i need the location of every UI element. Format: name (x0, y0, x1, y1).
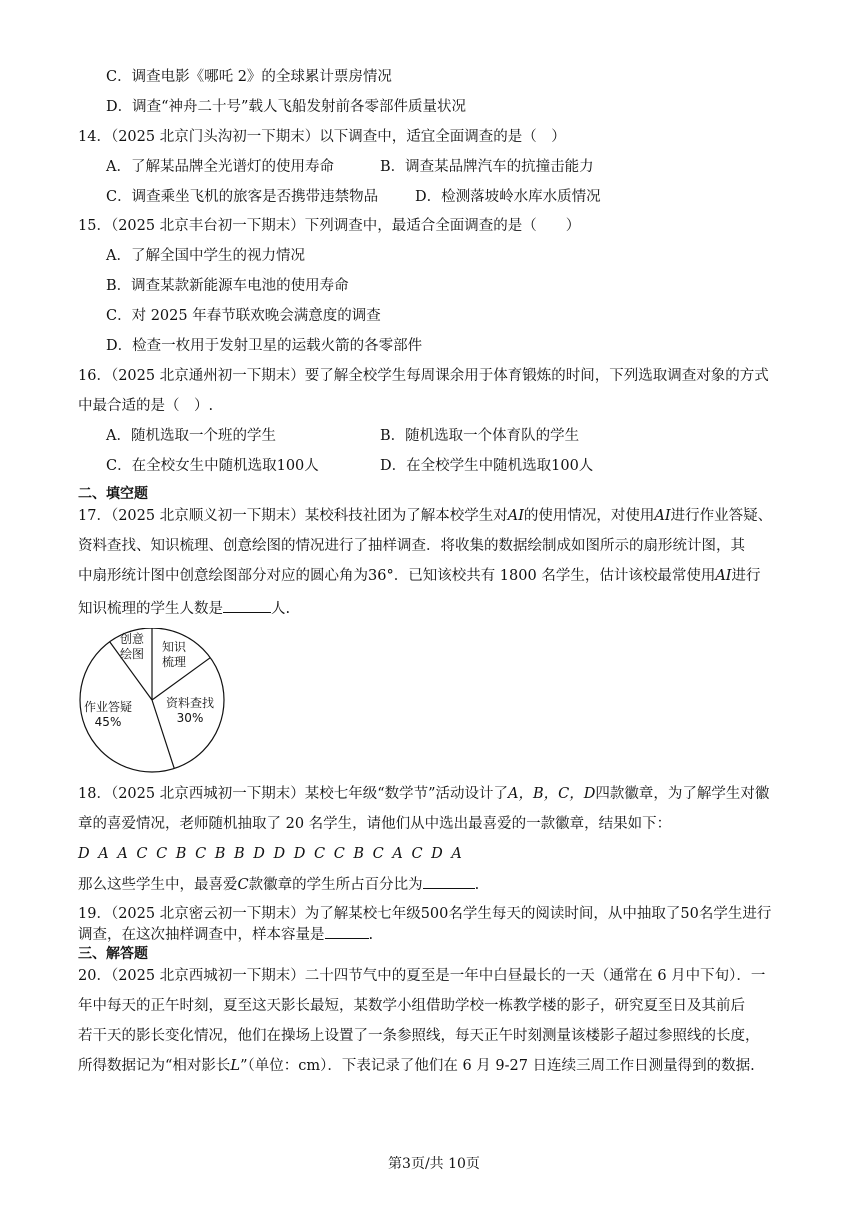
pie-label-creative-drawing-l1: 创意 (120, 632, 145, 646)
q18-results-sequence: D A A C C B C B B D D D C C B C A C D A (78, 846, 462, 862)
q13-option-c: C．调查电影《哪吒 2》的全球累计票房情况 (106, 69, 392, 85)
q14-option-d: D．检测落坡岭水库水质情况 (415, 189, 601, 205)
q17-ai-1: AI (507, 508, 524, 524)
q14-option-a: A．了解某品牌全光谱灯的使用寿命 (106, 159, 334, 175)
q18-line4 (78, 874, 479, 895)
q20-line4-a: 所得数据记为“相对影长 (78, 1058, 231, 1074)
q20-line4 (78, 1056, 755, 1076)
pie-label-homework-pct: 45% (94, 715, 122, 729)
q13-option-d: D．调查“神舟二十号”载人飞船发射前各零部件质量状况 (106, 99, 466, 115)
q17-answer-blank (223, 598, 271, 613)
q16-option-c: C．在全校女生中随机选取100人 (106, 458, 319, 474)
pie-label-creative-drawing-l2: 绘图 (120, 647, 145, 661)
q15-stem: 15．（2025 北京丰台初一下期末）下列调查中，最适合全面调查的是（ ） (78, 218, 581, 234)
q19-line1: 19．（2025 北京密云初一下期末）为了解某校七年级500名学生每天的阅读时间，从中抽取了50名学生进行 (78, 906, 772, 922)
q18-line4-d: . (474, 877, 480, 893)
q17-line4-b: 人. (271, 601, 291, 617)
q18-answer-blank (423, 874, 475, 889)
q16-option-a: A．随机选取一个班的学生 (106, 428, 276, 444)
q18-line4-c: 款徽章的学生所占百分比为 (248, 877, 423, 893)
q14-option-c: C．调查乘坐飞机的旅客是否携带违禁物品 (106, 189, 379, 205)
q15-option-c: C．对 2025 年春节联欢晚会满意度的调查 (106, 308, 381, 324)
q17-ai-2: AI (654, 508, 671, 524)
q19-line2-b: . (368, 927, 374, 943)
pie-label-homework-l1: 作业答疑 (84, 700, 133, 714)
q18-line4-a: 那么这些学生中，最喜爱 (78, 877, 238, 893)
pie-chart (76, 628, 236, 773)
pie-label-knowledge-sort (162, 640, 186, 670)
q14-option-b: B．调查某品牌汽车的抗撞击能力 (380, 159, 594, 175)
pie-label-info-search-pct: 30% (176, 711, 204, 725)
pie-label-info-search (166, 696, 214, 726)
q17-line2: 资料查找、知识梳理、创意绘图的情况进行了抽样调查．将收集的数据绘制成如图所示的扇形统计图，其 (78, 538, 745, 554)
q17-line4-a: 知识梳理的学生人数是 (78, 601, 223, 617)
pie-label-knowledge-sort-l2: 梳理 (162, 655, 187, 669)
q16-option-d: D．在全校学生中随机选取100人 (380, 458, 594, 474)
pie-label-homework (84, 700, 132, 730)
q17-line3-b: 进行 (731, 568, 761, 584)
q18-badges: A，B，C，D (508, 786, 596, 802)
q17-line3-a: 中扇形统计图中创意绘图部分对应的圆心角为36°．已知该校共有 1800 名学生，估计该校最常使用 (78, 568, 716, 584)
q20-line4-c: ”（单位：cm）．下表记录了他们在 6 月 9-27 日连续三周工作日测量得到的数据. (240, 1058, 755, 1074)
q19-line2 (78, 924, 373, 945)
q16-stem-line1: 16．（2025 北京通州初一下期末）要了解全校学生每周课余用于体育锻炼的时间，下列选取调查对象的方式 (78, 368, 769, 384)
q16-stem-line2: 中最合适的是（ ）. (78, 398, 214, 414)
pie-label-knowledge-sort-l1: 知识 (162, 640, 187, 654)
q20-line2: 年中每天的正午时刻，夏至这天影长最短，某数学小组借助学校一栋教学楼的影子，研究夏至日及其前后 (78, 998, 745, 1014)
q17-line1-b: 的使用情况，对使用 (523, 508, 655, 524)
q18-line1 (78, 784, 769, 804)
q17-line4 (78, 598, 290, 619)
q17-ai-3: AI (715, 568, 732, 584)
q19-answer-blank (325, 924, 369, 939)
q16-option-b: B．随机选取一个体育队的学生 (380, 428, 580, 444)
q18-line1-c: 四款徽章，为了解学生对徽 (595, 786, 770, 802)
q15-option-d: D．检查一枚用于发射卫星的运载火箭的各零部件 (106, 338, 423, 354)
section-heading-fill-blank: 二、填空题 (78, 486, 148, 502)
q15-option-b: B．调查某款新能源车电池的使用寿命 (106, 278, 349, 294)
pie-label-creative-drawing (120, 632, 144, 662)
pie-label-info-search-l1: 资料查找 (166, 696, 215, 710)
q19-line2-a: 调查，在这次抽样调查中，样本容量是 (78, 927, 325, 943)
q14-stem: 14．（2025 北京门头沟初一下期末）以下调查中，适宜全面调查的是（ ） (78, 129, 566, 145)
q15-option-a: A．了解全国中学生的视力情况 (106, 248, 305, 264)
q20-l-var: L (230, 1058, 241, 1074)
q17-line3 (78, 566, 761, 586)
q20-line3: 若干天的影长变化情况，他们在操场上设置了一条参照线，每天正午时刻测量该楼影子超过参照线的长度， (78, 1028, 760, 1044)
q18-line2: 章的喜爱情况，老师随机抽取了 20 名学生，请他们从中选出最喜爱的一款徽章，结果如下： (78, 816, 672, 832)
q17-line1-c: 进行作业答疑、 (670, 508, 773, 524)
page-footer: 第3页/共 10页 (388, 1156, 480, 1172)
q17-line1-a: 17．（2025 北京顺义初一下期末）某校科技社团为了解本校学生对 (78, 508, 508, 524)
q20-line1: 20．（2025 北京西城初一下期末）二十四节气中的夏至是一年中白昼最长的一天（通常在 6 月中下旬）．一 (78, 968, 766, 984)
q18-c-var: C (237, 877, 249, 893)
section-heading-solve: 三、解答题 (78, 946, 148, 962)
q17-line1 (78, 506, 772, 526)
q18-line1-a: 18．（2025 北京西城初一下期末）某校七年级“数学节”活动设计了 (78, 786, 509, 802)
